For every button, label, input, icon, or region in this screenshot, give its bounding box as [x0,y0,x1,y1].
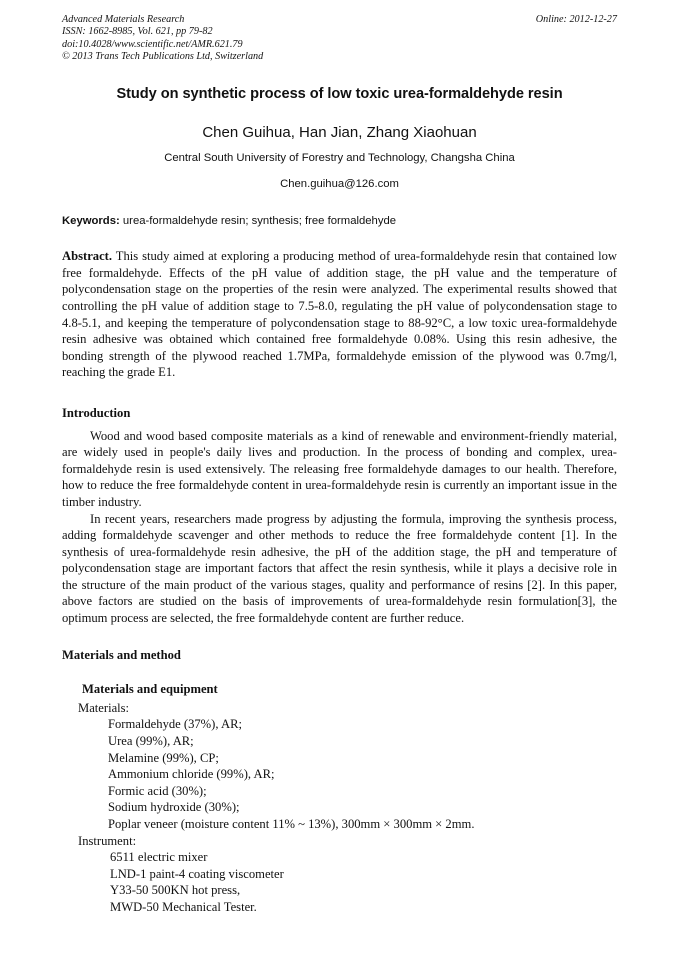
abstract-block [62,248,617,381]
instrument-label: Instrument: [78,833,137,848]
list-item: Formic acid (30%); [108,783,207,798]
contact-email: Chen.guihua@126.com [280,178,399,191]
introduction-paragraph-1: Wood and wood based composite materials as a kind of renewable and environment-friendly material, are widely used in people's daily lives and production. In the process of bonding and complex, urea-formaldehyde resin is used extensively. The releasing free formaldehyde damages to our health. Therefore, how to reduce the free formaldehyde content in urea-formaldehyde resin is currently an important issue in the timber industry. [62,428,617,509]
spacer [62,669,617,681]
abstract-text: This study aimed at exploring a producing method of urea-formaldehyde resin that contained low free formaldehyde. Effects of the pH value of addition stage, the pH value and the temperature of polycondensation stage on the properties of the resin were analyzed. The experimental results showed that controlling the pH value of addition stage to 7.5-8.0, regulating the pH value of polycondensation stage to 4.8-5.1, and keeping the temperature of polycondensation stage to 88-92°C, a low toxic urea-formaldehyde resin adhesive was obtained which contained free formaldehyde 0.08%. Using this resin adhesive, the bonding strength of the plywood reached 1.7MPa, formaldehyde emission of the plywood was 0.7mg/l, reaching the grade E1. [62,249,617,380]
page-title: Study on synthetic process of low toxic urea-formaldehyde resin [116,86,563,103]
journal-header [62,14,617,63]
section-heading-introduction: Introduction [62,405,131,420]
list-item: Melamine (99%), CP; [108,750,219,765]
keywords-label: Keywords: [62,215,120,228]
subsection-heading-materials-and-equipment: Materials and equipment [82,682,218,697]
introduction-paragraph-2: In recent years, researchers made progress by adjusting the formula, improving the synthesis process, adding formaldehyde scavenger and other methods to reduce the free formaldehyde content [1]. In the synthesis of urea-formaldehyde resin adhesive, the pH of the addition stage, the pH and temperature of polycondensation stage are important factors that affect the resin synthesis, while it plays a decisive role in the structure of the main product of the various stages, quality and performance of resins [2]. In this paper, above factors are studied on the basis of improvements of urea-formaldehyde resin formulation[3], the optimum process are selected, the free formaldehyde content are further reduce. [62,511,617,626]
list-item: 6511 electric mixer [110,850,208,865]
online-date: Online: 2012-12-27 [535,14,617,25]
journal-copyright: © 2013 Trans Tech Publications Ltd, Switzerland [62,50,264,62]
journal-doi: doi:10.4028/www.scientific.net/AMR.621.79 [62,38,243,50]
list-item: Poplar veneer (moisture content 11% ~ 13%), 300mm × 300mm × 2mm. [108,817,475,831]
list-item: LND-1 paint-4 coating viscometer [110,866,284,881]
list-item: Formaldehyde (37%), AR; [108,717,242,732]
materials-label: Materials: [78,700,130,715]
section-heading-materials-and-method: Materials and method [62,647,181,662]
journal-issn: ISSN: 1662-8985, Vol. 621, pp 79-82 [62,26,213,38]
author-list: Chen Guihua, Han Jian, Zhang Xiaohuan [202,124,477,142]
list-item: Urea (99%), AR; [108,734,194,749]
journal-name: Advanced Materials Research [62,14,185,25]
list-item: Sodium hydroxide (30%); [108,800,240,815]
keywords-text: urea-formaldehyde resin; synthesis; free formaldehyde [119,215,397,228]
affiliation: Central South University of Forestry and Technology, Changsha China [164,152,515,165]
spacer [62,627,617,647]
list-item: Y33-50 500KN hot press, [110,883,241,898]
abstract-label: Abstract. [62,249,113,264]
list-item: Ammonium chloride (99%), AR; [108,767,275,782]
page-content [62,14,617,916]
list-item: MWD-50 Mechanical Tester. [110,899,257,914]
keywords-line [62,214,617,229]
